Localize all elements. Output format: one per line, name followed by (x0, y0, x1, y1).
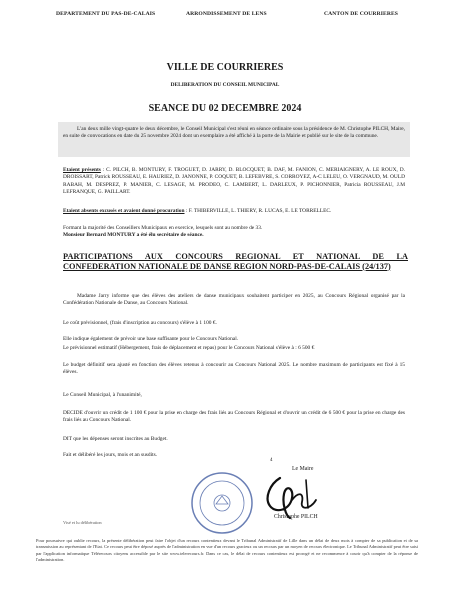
section-title: PARTICIPATIONS AUX CONCOURS REGIONAL ET NATIONAL DE LA CONFEDERATION NATIONALE DE DANSE REGION NORD-PAS-DE-CALAIS (24/137) (63, 252, 408, 271)
legal-footer: Pour poursuivre qui oublie recours, la présente délibération peut faire l'objet d'un recours contentieux devant le Tribunal Administratif de Lille dans un délai de deux mois à compter de sa publication et de sa transmission au représentant de l'Etat. Ce recours peut être déposé auprès de l'administration en vue d'un recours gracieux ou un recours par un moyen de recours électronique. Le Tribunal Administratif peut être saisi par l'application informatique Télérecours citoyens accessible par le site www.telerecours.fr. Dans ce cas, le délai de recours contentieux est prorogé et ne recommence à courir qu'à compter de la réponse de l'administration. (36, 538, 418, 563)
absents-label: Etaient absents excusés et avaient donné procuration (63, 208, 185, 214)
signature-name: Christophe PILCH (274, 514, 318, 520)
body-paragraph-9: Fait et délibéré les jours, mois et an susdits. (63, 452, 158, 458)
body-paragraph-4: Le prévisionnel estimatif (Hébergement, frais de déplacement et repas) pour le Concours National s'élève à : 6 500 € (63, 345, 315, 351)
intro-paragraph: L'an deux mille vingt-quatre le deux décembre, le Conseil Municipal s'est réuni en séance ordinaire sous la présidence de M. Christophe PILCH, Maire, en suite de convocations en date du 25 novembre 2024 dont un exemplaire a été affiché à la porte de la Mairie et publié sur le site de la commune. (63, 126, 405, 140)
body-paragraph-6: Le Conseil Municipal, à l'unanimité, (63, 392, 142, 398)
visa-line: Visé et lu délibération (63, 520, 102, 525)
majorite-line: Formant la majorité des Conseillers Municipaux en exercice, lesquels sont au nombre de 33. (63, 225, 263, 231)
absents-paragraph (63, 208, 405, 215)
body-paragraph-8: DIT que les dépenses seront inscrites au Budget. (63, 436, 168, 442)
secretaire-line: Monsieur Bernard MONTURY a été élu secrétaire de séance. (63, 232, 204, 238)
body-paragraph-5: Le budget définitif sera ajusté en fonction des élèves retenus à concourir au Concours National 2025. Le nombre maximum de participants est fixé à 15 élèves. (63, 362, 405, 376)
presents-paragraph (63, 167, 405, 197)
presents-label: Etaient présents (63, 167, 101, 173)
body-paragraph-3: Elle indique également de prévoir une base suffisante pour le Concours National. (63, 336, 239, 342)
header-arrondissement: ARRONDISSEMENT DE LENS (186, 11, 267, 17)
mairie-stamp (189, 470, 255, 536)
presents-list: : C. PILCH, B. MONTURY, F. TROGUET, D. JARRY, D. BLOCQUET, B. DAF, M. FANION, C. MERIAIGNERY, A. LE ROUX, D. DROISSART, Patrick ROUSSEAU, E. HAURIEZ, D. JANONNE, P. COQUET, B. LEFEBVRE, S. CORROYEZ, A-C LELEU, O. VERGNAUD, M. OULD RABAH, M. DESPREZ, P. MANIER, C. LESAGE, M. PRODEO, C. LAMBERT, L. DARLEUX, P. PICHONNIER, Patricia ROUSSEAU, J.M LEFRANQUE, G. PAILLART. (63, 167, 405, 196)
absents-list: : F. THIBERVILLE, L. THIERY, R. LUCAS, E. LE TORRELLEC. (184, 208, 332, 214)
deliberation-subtitle: DELIBERATION DU CONSEIL MUNICIPAL (170, 82, 280, 88)
session-title: SEANCE DU 02 DECEMBRE 2024 (148, 103, 302, 114)
header-departement: DEPARTEMENT DU PAS-DE-CALAIS (56, 11, 156, 17)
body-paragraph-2: Le coût prévisionnel, (frais d'inscription au concours) s'élève à 1 100 €. (63, 320, 217, 326)
city-title: VILLE DE COURRIERES (166, 62, 284, 73)
header-canton: CANTON DE COURRIERES (324, 11, 399, 17)
body-paragraph-1: Madame Jarry informe que des élèves des ateliers de danse municipaux souhaitent participer en 2025, au Concours Régional organisé par la Confédération Nationale de Danse, au Concours National. (63, 293, 405, 307)
signature-ref: 4 (270, 458, 273, 463)
signature-role: Le Maire (292, 466, 314, 472)
body-paragraph-7: DECIDE d'ouvrir un crédit de 1 100 € pour la prise en charge des frais liés au Concours Régional et d'ouvrir un crédit de 6 500 € pour la prise en charge des frais liés au Concours National. (63, 410, 405, 424)
